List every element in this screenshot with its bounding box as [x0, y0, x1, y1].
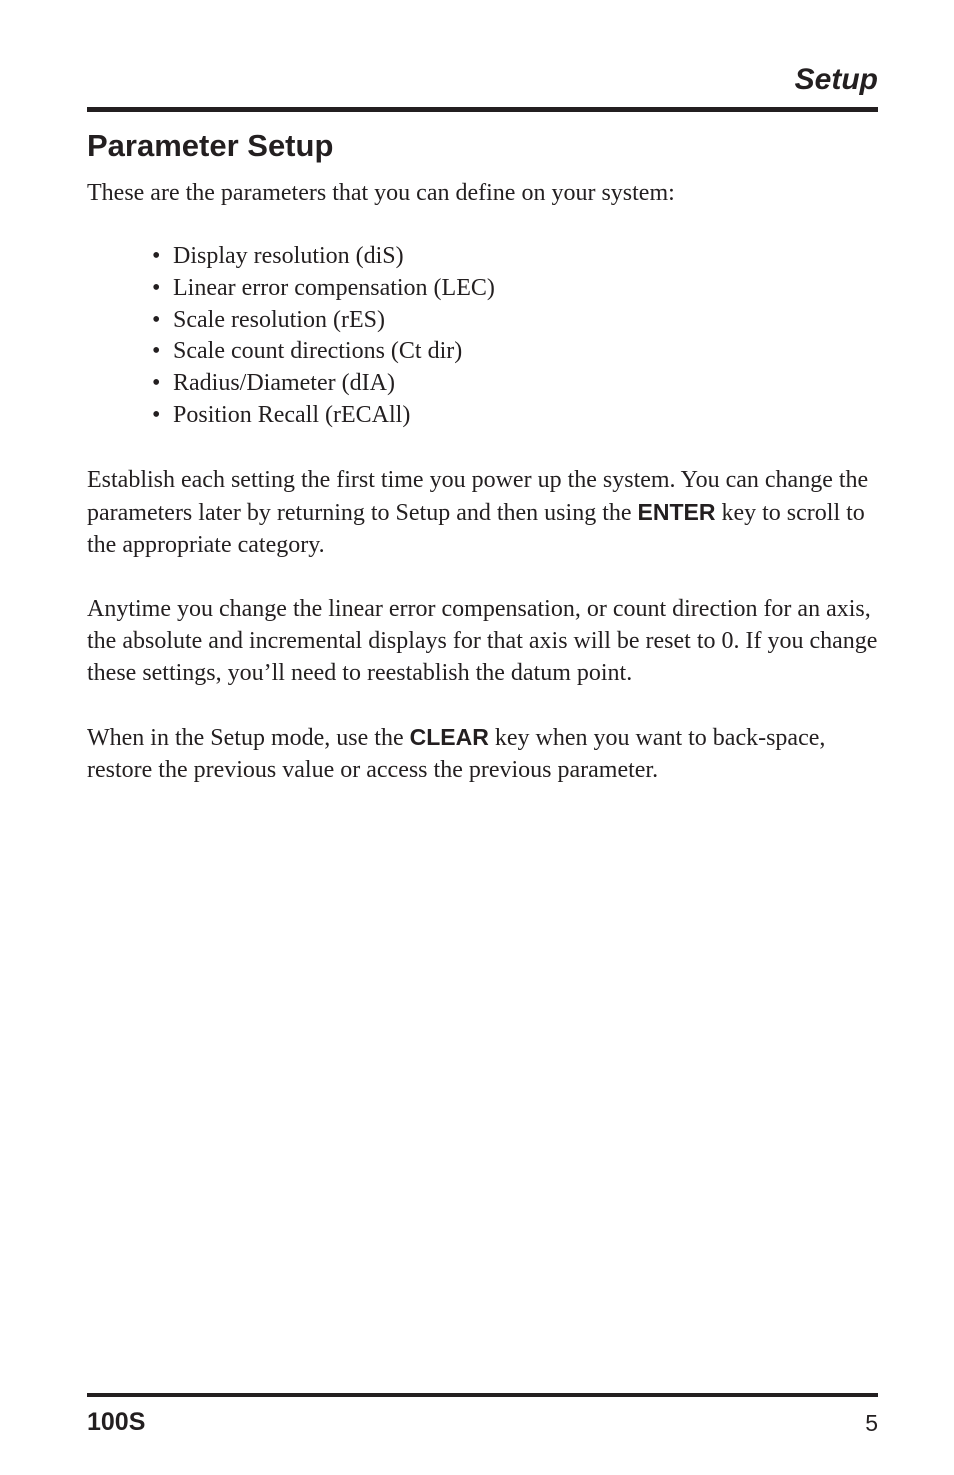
list-item: • Linear error compensation (LEC) — [152, 273, 878, 305]
footer-rule — [87, 1393, 878, 1397]
setup-instructions-paragraph: Establish each setting the first time you power up the system. You can change the parameters later by returning to Setup and then using the ENTER key to scroll to the appropriate category. — [87, 466, 869, 558]
intro-paragraph: These are the parameters that you can define on your system: — [87, 180, 675, 206]
parameter-list — [87, 241, 878, 432]
list-item: • Scale count directions (Ct dir) — [152, 336, 878, 368]
manual-page — [87, 0, 878, 1475]
clear-key-label: CLEAR — [409, 723, 489, 750]
section-body — [87, 177, 878, 786]
section-title: Parameter Setup — [87, 128, 334, 163]
page-number: 5 — [865, 1410, 878, 1436]
list-item: • Display resolution (diS) — [152, 241, 878, 273]
list-item: • Radius/Diameter (dIA) — [152, 368, 878, 400]
list-item: • Scale resolution (rES) — [152, 305, 878, 337]
header-rule — [87, 107, 878, 112]
footer-model-name: 100S — [87, 1408, 146, 1436]
clear-key-paragraph: When in the Setup mode, use the CLEAR key when you want to back-space, restore the previous value or access the previous parameter. — [87, 723, 826, 783]
reset-warning-paragraph: Anytime you change the linear error compensation, or count direction for an axis, the absolute and incremental displays for that axis will be reset to 0. If you change these settings, you’ll need to reestablish the datum point. — [87, 595, 878, 686]
running-header-title: Setup — [794, 63, 878, 96]
list-item: • Position Recall (rECAll) — [152, 400, 878, 432]
enter-key-label: ENTER — [637, 498, 716, 525]
